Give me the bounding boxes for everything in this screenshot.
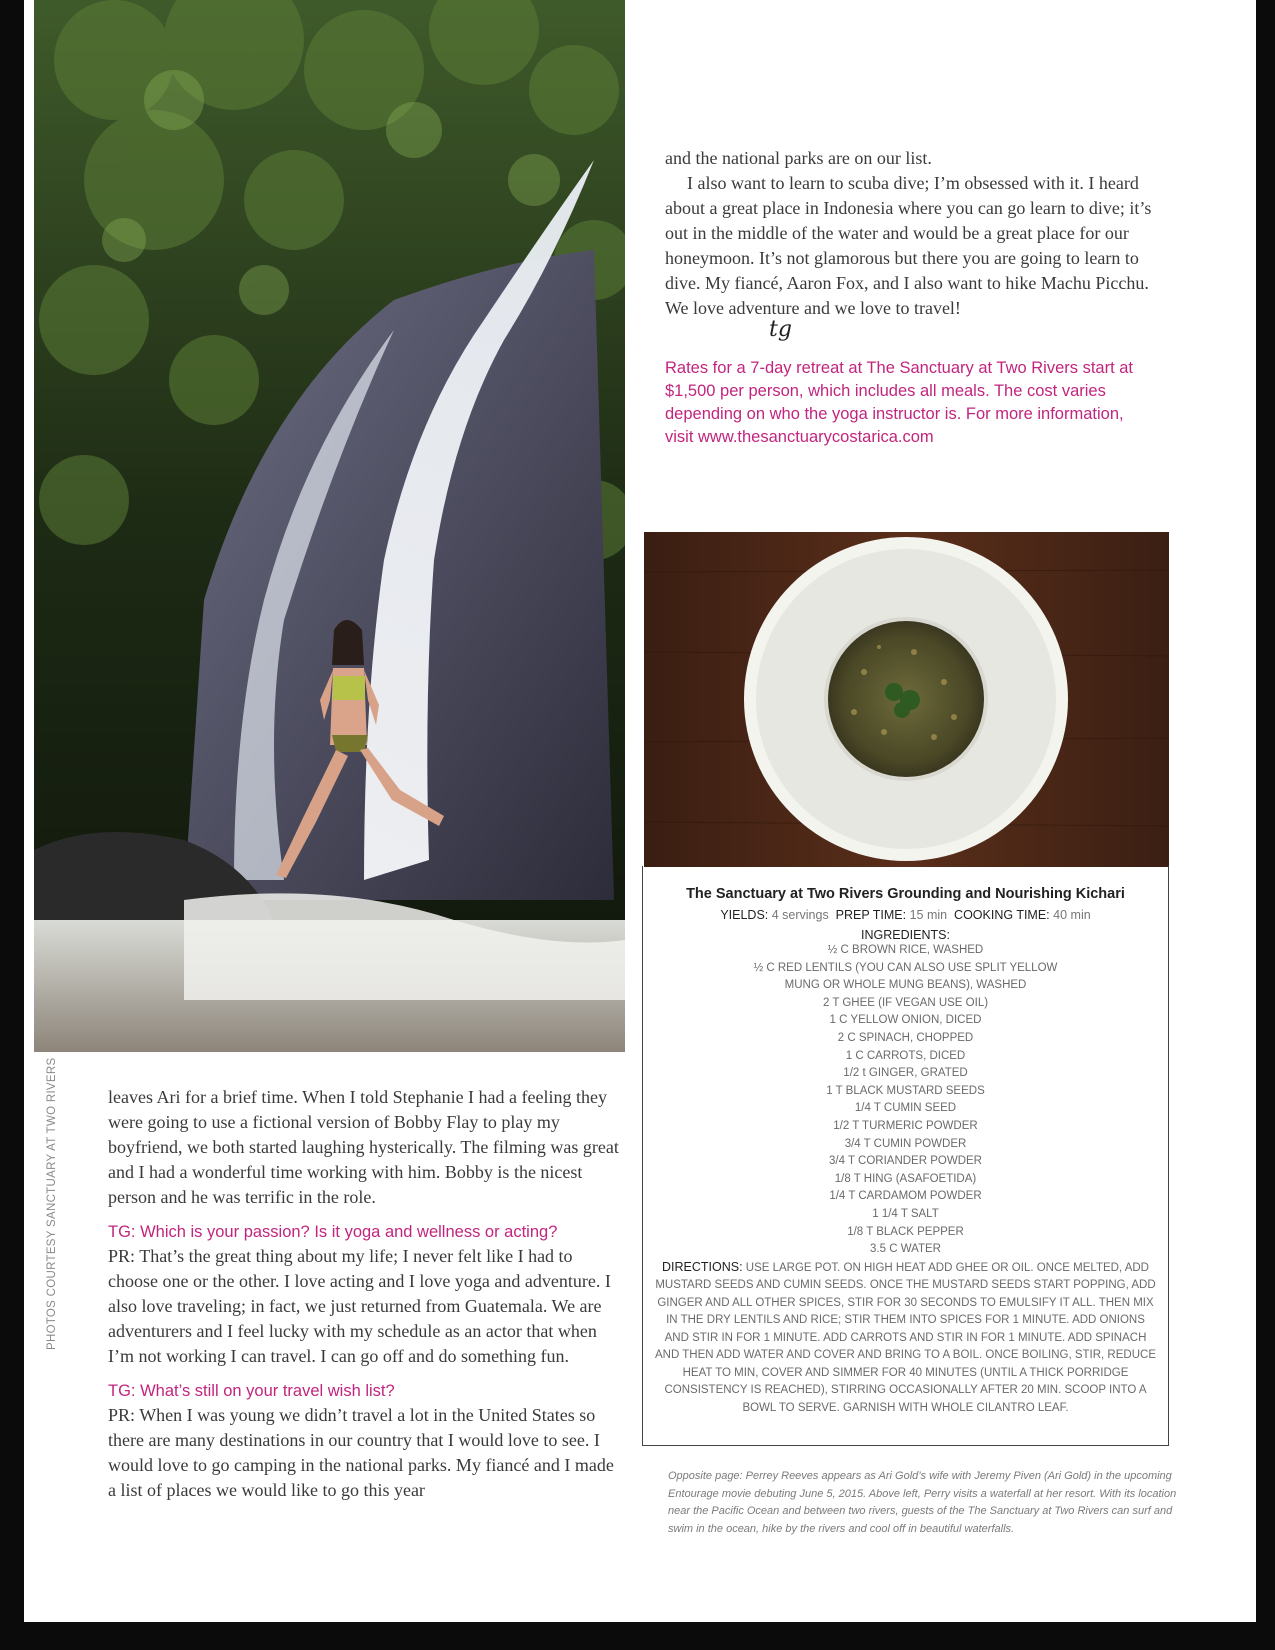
ingredient-item: 1 1/4 T SALT [872, 1207, 939, 1220]
ingredient-item: 2 T GHEE (IF VEGAN USE OIL) [822, 996, 989, 1009]
paragraph: leaves Ari for a brief time. When I told Stephanie I had a feeling they were going to use a fictional version of Bobby Flay to play my boyfriend, we both started laughing hysterically. The filming was great and I had a wonderful time working with him. Bobby is the nicest person and he was terrific in the role. [108, 1087, 619, 1207]
ingredients-heading: INGREDIENTS: [861, 928, 950, 942]
ingredients-list [643, 942, 1168, 1259]
kichari-bowl-photo [644, 532, 1169, 867]
ingredient-item: 3/4 T CUMIN POWDER [844, 1137, 967, 1150]
ingredient-item: 1/4 T CUMIN SEED [854, 1102, 957, 1115]
right-column [665, 146, 1155, 449]
recipe-card [642, 866, 1169, 1446]
directions-text: USE LARGE POT. ON HIGH HEAT ADD GHEE OR OIL. ONCE MELTED, ADD MUSTARD SEEDS AND CUMIN SEEDS. ONCE THE MUSTARD SEEDS START POPPING, ADD GINGER AND ALL OTHER SPICES, STIR FOR 30 SECONDS TO EMULSIFY IT ALL. THEN MIX IN THE DRY LENTILS AND RICE; STIR THEM INTO SPICES FOR 1 MINUTE. ADD ONIONS AND STIR IN FOR 1 MINUTE. ADD CARROTS AND STIR IN FOR 1 MINUTE. ADD SPINACH AND THEN ADD WATER AND COVER AND BRING TO A BOIL. ONCE BOILING, STIR, REDUCE HEAT TO MIN, COVER AND SIMMER FOR 40 MINUTES (UNTIL A THICK PORRIDGE CONSISTENCY IS REACHED), STIRRING OCCASIONALLY AFTER 20 MIN. SCOOP INTO A BOWL TO SERVE. GARNISH WITH WHOLE CILANTRO LEAF. [655, 1261, 1156, 1414]
rates-info: Rates for a 7-day retreat at The Sanctuary at Two Rivers start at $1,500 per person, which includes all meals. The cost varies depending on who the yoga instructor is. For more information, visit www.thesanctuarycostarica.com [665, 359, 1134, 446]
ingredient-item: ½ C RED LENTILS (YOU CAN ALSO USE SPLIT YELLOW [753, 961, 1058, 974]
signoff-logo: tg [769, 317, 792, 342]
cooking-time-label: COOKING TIME: [954, 908, 1050, 922]
photo-credit: PHOTOS COURTESY SANCTUARY AT TWO RIVERS [46, 1057, 58, 1350]
ingredient-item: 1/2 T TURMERIC POWDER [833, 1119, 978, 1132]
ingredient-item: 1/4 T CARDAMOM POWDER [829, 1190, 982, 1203]
ingredient-item: 3/4 T CORIANDER POWDER [829, 1155, 982, 1168]
ingredient-item: 1 C CARROTS, DICED [845, 1049, 966, 1062]
directions-label: DIRECTIONS: [662, 1259, 743, 1274]
left-column [108, 1085, 623, 1503]
interview-question: TG: What’s still on your travel wish list? [108, 1382, 395, 1400]
ingredient-item: 3.5 C WATER [870, 1243, 941, 1256]
interview-answer: PR: That’s the great thing about my life; I never felt like I had to choose one or the other. I love acting and I love yoga and adventure. I also love traveling; in fact, we just returned from Guatemala. We are adventurers and I feel lucky with my schedule as an actor that when I’m not working I can travel. I can go off and do something fun. [108, 1246, 611, 1366]
interview-question: TG: Which is your passion? Is it yoga and wellness or acting? [108, 1223, 558, 1241]
paragraph: and the national parks are on our list. [665, 148, 932, 168]
prep-time-label: PREP TIME: [835, 908, 907, 922]
interview-answer: PR: When I was young we didn’t travel a lot in the United States so there are many destinations in our country that I would love to see. I would love to go camping in the national parks. My fiancé and I made a list of places we would like to go this year [108, 1405, 614, 1500]
paragraph: I also want to learn to scuba dive; I’m obsessed with it. I heard about a great place in Indonesia where you can go learn to dive; it’s out in the middle of the water and would be a great place for our honeymoon. It’s not glamorous but there you are going to learn to dive. My fiancé, Aaron Fox, and I also want to hike Machu Picchu. We love adventure and we love to travel! [665, 173, 1152, 318]
ingredient-item: 1/8 T BLACK PEPPER [847, 1225, 964, 1238]
ingredient-item: ½ C BROWN RICE, WASHED [827, 944, 984, 956]
ingredient-item: 1 C YELLOW ONION, DICED [829, 1014, 982, 1027]
ingredient-item: 1/8 T HING (ASAFOETIDA) [834, 1172, 977, 1185]
ingredient-item: 2 C SPINACH, CHOPPED [837, 1031, 974, 1044]
yields-label: YIELDS: [720, 908, 769, 922]
ingredient-item: 1 T BLACK MUSTARD SEEDS [826, 1084, 985, 1097]
cooking-time-value: 40 min [1053, 908, 1091, 922]
recipe-meta [643, 908, 1168, 922]
prep-time-value: 15 min [909, 908, 948, 922]
ingredient-item: MUNG OR WHOLE MUNG BEANS), WASHED [784, 979, 1027, 992]
yields-value: 4 servings [771, 908, 829, 922]
ingredient-item: 1/2 t GINGER, GRATED [843, 1067, 968, 1080]
waterfall-photo [34, 0, 625, 1052]
photo-caption: Opposite page: Perrey Reeves appears as Ari Gold’s wife with Jeremy Piven (Ari Gold) in the upcoming Entourage movie debuting June 5, 2015. Above left, Perry visits a waterfall at her resort. With its location near the Pacific Ocean and between two rivers, guests of the The Sanctuary at Two Rivers can surf and swim in the ocean, hike by the rivers and cool off in beautiful waterfalls. [668, 1470, 1177, 1535]
recipe-title: The Sanctuary at Two Rivers Grounding and Nourishing Kichari [686, 886, 1125, 902]
magazine-page [24, 0, 1256, 1622]
directions [653, 1259, 1158, 1418]
